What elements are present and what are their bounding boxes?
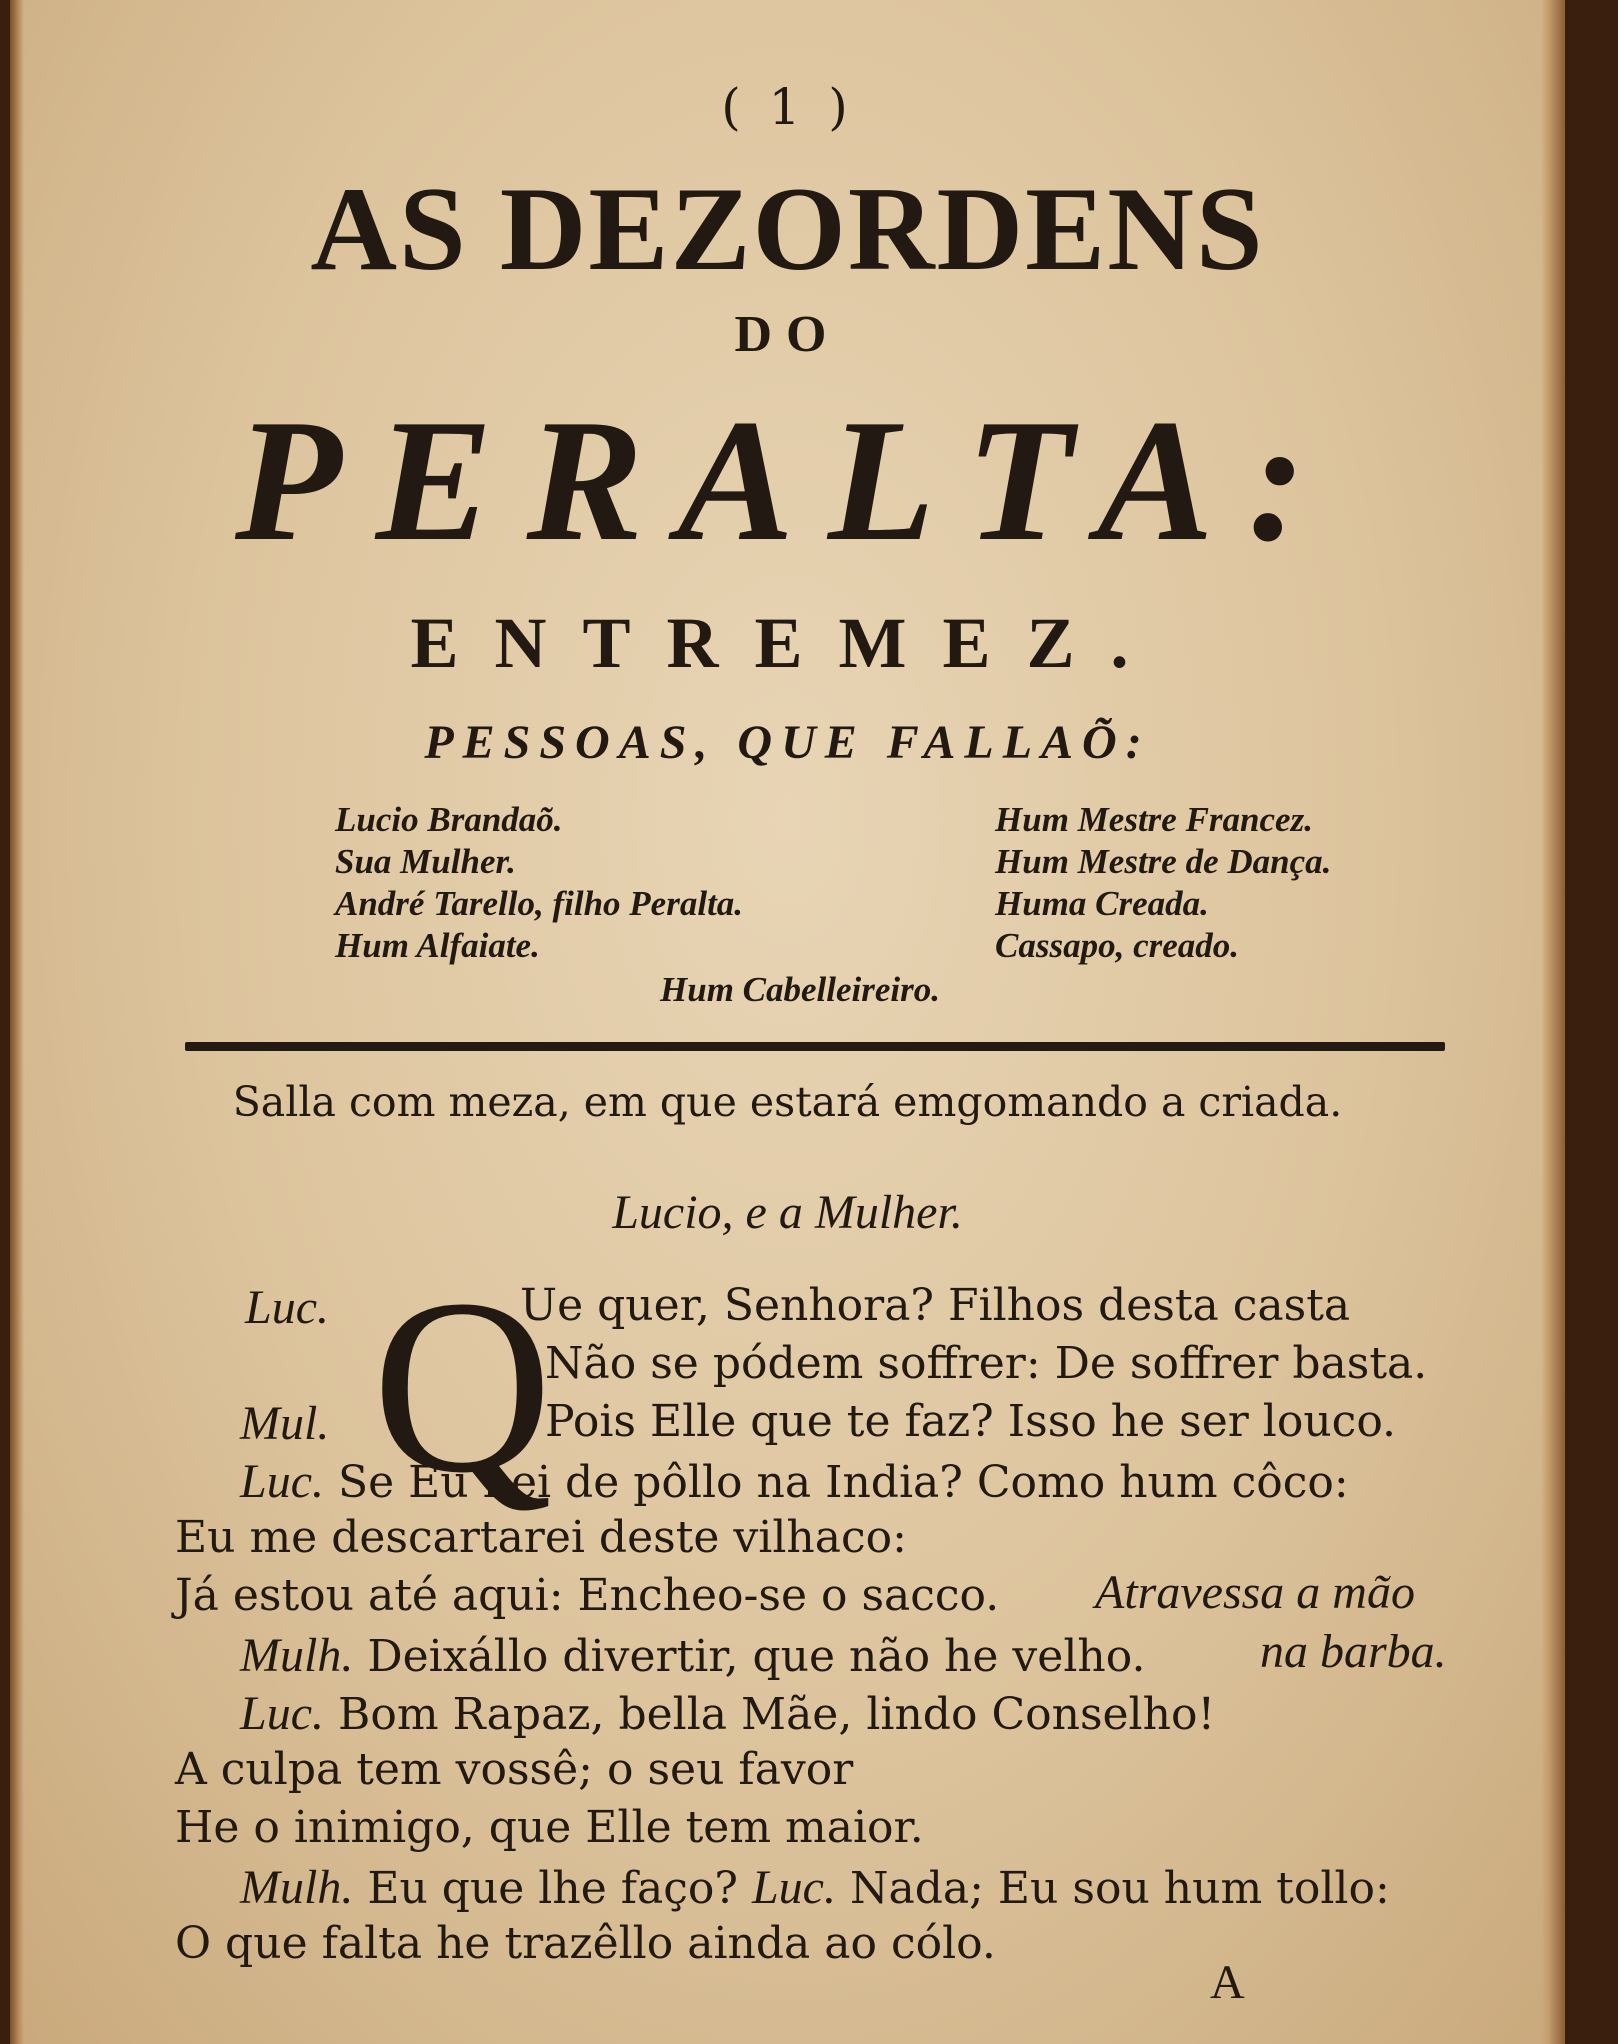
- title-line-3: PERALTA:: [234, 383, 1341, 577]
- drop-cap: Q: [372, 1248, 553, 1525]
- verse-line: [240, 1686, 1215, 1741]
- verse-text: Ue quer, Senhora? Filhos desta casta: [520, 1280, 1351, 1331]
- verse-text: O que falta he trazêllo ainda ao cólo.: [175, 1918, 996, 1969]
- cast-right-1: Hum Mestre Francez.: [995, 800, 1313, 839]
- verse-text: Eu que lhe faço?: [367, 1863, 738, 1914]
- verse-text: Deixállo divertir, que não he velho.: [367, 1631, 1146, 1682]
- cast-right-4: Cassapo, creado.: [995, 926, 1240, 965]
- speaker-label: Luc.: [240, 1455, 324, 1508]
- stage-direction: Atravessa a mão: [1095, 1566, 1415, 1619]
- stage-direction: na barba.: [1260, 1625, 1447, 1678]
- verse-text: Pois Elle que te faz? Isso he ser louco.: [545, 1396, 1397, 1447]
- scene-speakers: Lucio, e a Mulher.: [612, 1186, 963, 1239]
- cast-left-2: Sua Mulher.: [335, 842, 516, 881]
- speaker-label: Luc.: [245, 1281, 329, 1334]
- verse-text: Nada; Eu sou hum tollo:: [849, 1863, 1390, 1914]
- scene-setting: Salla com meza, em que estará emgomando a criada.: [232, 1078, 1343, 1126]
- verse-text: Já estou até aqui: Encheo-se o sacco.: [175, 1570, 1000, 1621]
- speaker-label: Mulh.: [240, 1629, 354, 1682]
- cast-left-3: André Tarello, filho Peralta.: [335, 884, 744, 923]
- speaker-label: Mul.: [240, 1397, 330, 1450]
- genre-heading: ENTREMEZ.: [410, 603, 1165, 683]
- speaker-label: Mulh.: [240, 1861, 354, 1914]
- verse-line: [240, 1396, 329, 1451]
- horizontal-rule: [185, 1042, 1445, 1051]
- verse-text: Eu me descartarei deste vilhaco:: [175, 1512, 907, 1563]
- book-page: [10, 0, 1565, 2044]
- verse-text: Não se pódem soffrer: De soffrer basta.: [545, 1338, 1428, 1389]
- page-number: ( 1 ): [721, 78, 854, 136]
- title-line-1: AS DEZORDENS: [310, 162, 1265, 295]
- cast-left-4: Hum Alfaiate.: [335, 926, 540, 965]
- verse-text: Se Eu hei de pôllo na India? Como hum côco:: [338, 1457, 1349, 1508]
- cast-right-2: Hum Mestre de Dança.: [995, 842, 1332, 881]
- verse-line: [240, 1860, 1390, 1915]
- cast-heading: PESSOAS, QUE FALLAÕ:: [424, 716, 1151, 769]
- verse-text: Bom Rapaz, bella Mãe, lindo Conselho!: [338, 1689, 1216, 1740]
- verse-text: A culpa tem vossê; o seu favor: [175, 1744, 854, 1795]
- title-line-2: DO: [734, 306, 841, 363]
- cast-right-3: Huma Creada.: [995, 884, 1209, 923]
- speaker-label: Luc.: [240, 1687, 324, 1740]
- verse-line: [245, 1280, 329, 1335]
- cast-left-1: Lucio Brandaõ.: [335, 800, 563, 839]
- verse-line: [240, 1628, 1145, 1683]
- cast-center: Hum Cabelleireiro.: [660, 970, 940, 1009]
- speaker-label: Luc.: [751, 1861, 836, 1914]
- catchword: A: [1210, 1956, 1245, 2009]
- verse-text: He o inimigo, que Elle tem maior.: [175, 1802, 924, 1853]
- verse-line: [240, 1454, 1349, 1509]
